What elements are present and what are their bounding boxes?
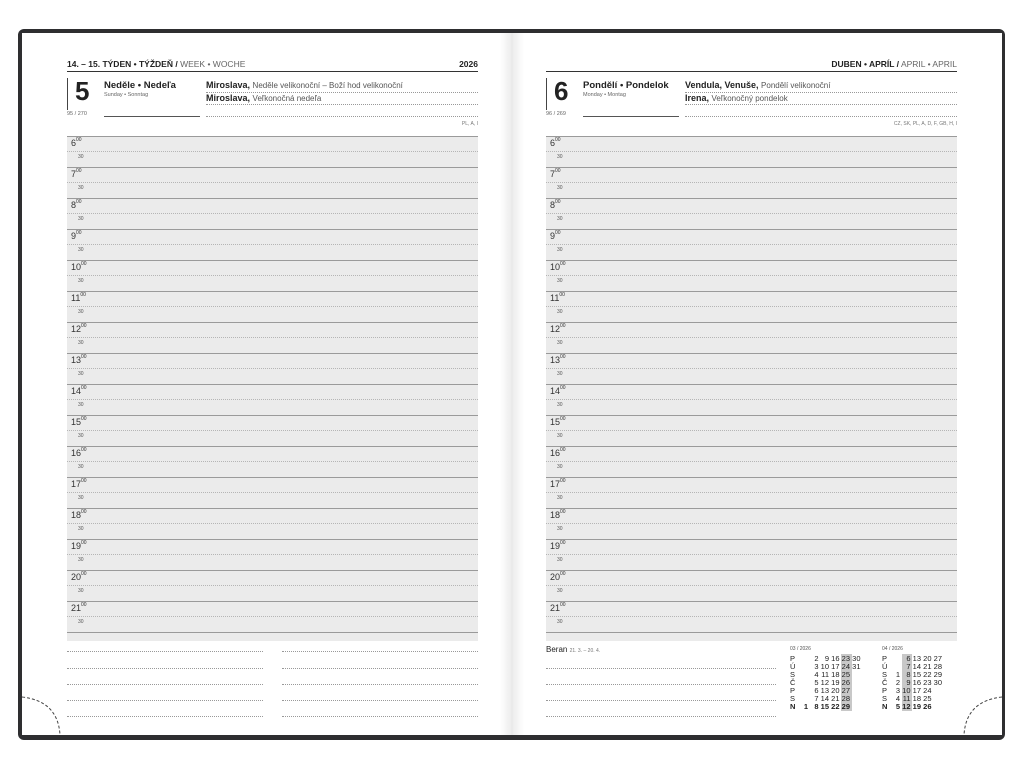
calendar-day: 4 — [895, 694, 900, 703]
hour-line — [546, 260, 957, 261]
calendar-day: 14 — [820, 694, 829, 703]
calendar-day: 4 — [814, 670, 819, 679]
half-hour-label: 30 — [78, 278, 84, 284]
hour-line — [546, 539, 957, 540]
hour-line — [546, 291, 957, 292]
hour-line — [546, 508, 957, 509]
hour-slot[interactable] — [546, 384, 957, 415]
mini-calendar-title: 03 / 2026 — [790, 646, 811, 652]
calendar-day: 23 — [841, 654, 850, 663]
corner-guard-icon — [962, 695, 1002, 735]
name-day-sk: Miroslava, Veľkonočná nedeľa — [206, 93, 322, 103]
half-hour-line — [67, 492, 478, 493]
half-hour-label: 30 — [78, 371, 84, 377]
hour-label: $12^{00}$ — [550, 323, 566, 334]
hour-line — [67, 539, 478, 540]
half-hour-line — [546, 151, 957, 152]
hour-slot[interactable] — [67, 415, 478, 446]
weekday-label: S — [882, 670, 888, 679]
weekday-label: S — [790, 694, 796, 703]
name-day-sk: Irena, Veľkonočný pondelok — [685, 93, 788, 103]
hour-slot[interactable] — [546, 260, 957, 291]
weekday-label: S — [790, 670, 796, 679]
hour-slot[interactable] — [67, 229, 478, 260]
half-hour-line — [67, 399, 478, 400]
half-hour-line — [67, 616, 478, 617]
half-hour-label: 30 — [78, 433, 84, 439]
calendar-day: 2 — [895, 678, 900, 687]
hour-label: $18^{00}$ — [71, 509, 87, 520]
calendar-day: 25 — [923, 694, 932, 703]
half-hour-label: 30 — [78, 588, 84, 594]
calendar-day: 7 — [814, 694, 819, 703]
calendar-day: 6 — [906, 654, 911, 663]
mini-calendar-row — [790, 703, 862, 711]
half-hour-line — [67, 461, 478, 462]
note-line[interactable] — [546, 668, 776, 669]
half-hour-line — [67, 337, 478, 338]
hour-line — [67, 570, 478, 571]
hour-line — [546, 353, 957, 354]
note-line[interactable] — [67, 668, 263, 669]
hour-slot[interactable] — [546, 167, 957, 198]
note-line[interactable] — [546, 700, 776, 701]
calendar-day: 30 — [933, 678, 942, 687]
calendar-day: 18 — [831, 670, 840, 679]
half-hour-line — [546, 585, 957, 586]
weekday-label: S — [882, 694, 888, 703]
hour-line — [67, 353, 478, 354]
day-of-year: 95 / 270 — [67, 111, 87, 117]
calendar-day: 22 — [923, 670, 932, 679]
day-underline — [104, 116, 200, 117]
names-dotline — [206, 116, 478, 117]
hour-line — [546, 384, 957, 385]
hour-line — [67, 260, 478, 261]
hour-slot[interactable] — [546, 136, 957, 167]
half-hour-label: 30 — [557, 340, 563, 346]
half-hour-line — [67, 182, 478, 183]
calendar-day: 17 — [831, 662, 840, 671]
hour-line — [67, 198, 478, 199]
hour-line — [67, 136, 478, 137]
hour-slot[interactable] — [546, 539, 957, 570]
hour-label: $13^{00}$ — [550, 354, 566, 365]
calendar-day: 9 — [824, 654, 829, 663]
hour-label: $10^{00}$ — [71, 261, 87, 272]
calendar-day: 26 — [841, 678, 850, 687]
weekday-label: P — [882, 654, 888, 663]
calendar-day: 20 — [923, 654, 932, 663]
calendar-day: 21 — [923, 662, 932, 671]
hour-line — [546, 415, 957, 416]
hour-label: $8^{00}$ — [550, 199, 561, 210]
calendar-day: 3 — [814, 662, 819, 671]
half-hour-label: 30 — [78, 619, 84, 625]
half-hour-line — [546, 182, 957, 183]
half-hour-label: 30 — [78, 557, 84, 563]
weekday-label: N — [882, 702, 888, 711]
hour-label: $9^{00}$ — [71, 230, 82, 241]
zodiac-sign: Beran 21. 3. – 20. 4. — [546, 645, 601, 654]
half-hour-line — [67, 523, 478, 524]
weekday-label: P — [882, 686, 888, 695]
calendar-day: 29 — [933, 670, 942, 679]
hour-slot[interactable] — [67, 601, 478, 632]
calendar-day: 31 — [852, 662, 861, 671]
note-line[interactable] — [282, 651, 478, 652]
weekday-label: P — [790, 686, 796, 695]
calendar-day: 5 — [814, 678, 819, 687]
half-hour-line — [546, 306, 957, 307]
hour-slot[interactable] — [67, 477, 478, 508]
names-dotline — [206, 104, 478, 105]
weekday-label: Č — [790, 678, 796, 687]
calendar-day: 19 — [912, 702, 921, 711]
calendar-day: 16 — [831, 654, 840, 663]
calendar-day: 21 — [831, 694, 840, 703]
hour-slot[interactable] — [67, 198, 478, 229]
day-name-sub: Monday • Montag — [583, 92, 626, 98]
week-label: 14. – 15. TÝDEN • TÝŽDEŇ / — [67, 59, 178, 69]
hour-line — [67, 415, 478, 416]
hour-label: $12^{00}$ — [71, 323, 87, 334]
calendar-day: 7 — [906, 662, 911, 671]
half-hour-label: 30 — [78, 495, 84, 501]
hour-label: $7^{00}$ — [71, 168, 82, 179]
hour-line — [67, 632, 478, 633]
weekday-label: P — [790, 654, 796, 663]
note-line[interactable] — [546, 716, 776, 717]
month-label-en: APRIL • APRIL — [900, 59, 957, 69]
hour-label: $6^{00}$ — [550, 137, 561, 148]
half-hour-label: 30 — [557, 464, 563, 470]
calendar-day: 15 — [820, 702, 829, 711]
calendar-day: 28 — [841, 694, 850, 703]
calendar-day: 18 — [912, 694, 921, 703]
book-gutter — [500, 33, 524, 735]
half-hour-label: 30 — [78, 526, 84, 532]
calendar-day: 5 — [895, 702, 900, 711]
hour-line — [67, 229, 478, 230]
hour-slot[interactable] — [546, 446, 957, 477]
half-hour-line — [546, 213, 957, 214]
half-hour-line — [67, 151, 478, 152]
calendar-day: 10 — [820, 662, 829, 671]
hour-line — [546, 198, 957, 199]
calendar-day: 12 — [820, 678, 829, 687]
calendar-day: 30 — [852, 654, 861, 663]
half-hour-label: 30 — [557, 557, 563, 563]
hour-label: $18^{00}$ — [550, 509, 566, 520]
name-day-cz: Miroslava, Neděle velikonoční – Boží hod velikonoční — [206, 80, 403, 90]
hour-slot[interactable] — [67, 446, 478, 477]
hour-slot[interactable] — [546, 291, 957, 322]
calendar-day: 3 — [895, 686, 900, 695]
calendar-day: 26 — [923, 702, 932, 711]
half-hour-label: 30 — [557, 309, 563, 315]
holiday-countries: PL, A, I — [461, 121, 478, 127]
note-line[interactable] — [282, 716, 478, 717]
weekday-label: Ú — [882, 662, 888, 671]
hour-label: $21^{00}$ — [71, 602, 87, 613]
hour-label: $17^{00}$ — [550, 478, 566, 489]
calendar-day: 28 — [933, 662, 942, 671]
half-hour-line — [67, 306, 478, 307]
hour-label: $9^{00}$ — [550, 230, 561, 241]
calendar-day: 29 — [841, 702, 850, 711]
hour-line — [546, 229, 957, 230]
half-hour-label: 30 — [78, 340, 84, 346]
hour-label: $6^{00}$ — [71, 137, 82, 148]
hour-label: $19^{00}$ — [550, 540, 566, 551]
hour-slot[interactable] — [67, 291, 478, 322]
hour-label: $15^{00}$ — [71, 416, 87, 427]
note-line[interactable] — [67, 684, 263, 685]
calendar-day: 14 — [912, 662, 921, 671]
calendar-day: 23 — [923, 678, 932, 687]
hour-label: $10^{00}$ — [550, 261, 566, 272]
calendar-day: 16 — [912, 678, 921, 687]
half-hour-line — [67, 275, 478, 276]
hour-line — [546, 601, 957, 602]
hour-line — [546, 570, 957, 571]
calendar-day: 12 — [902, 702, 911, 711]
note-line[interactable] — [282, 684, 478, 685]
calendar-day: 8 — [906, 670, 911, 679]
hour-label: $20^{00}$ — [71, 571, 87, 582]
day-underline — [583, 116, 679, 117]
hour-line — [546, 446, 957, 447]
half-hour-line — [67, 430, 478, 431]
hour-slot[interactable] — [546, 229, 957, 260]
half-hour-line — [546, 616, 957, 617]
hour-label: $16^{00}$ — [71, 447, 87, 458]
calendar-day: 11 — [821, 670, 829, 679]
half-hour-line — [67, 368, 478, 369]
hour-line — [67, 446, 478, 447]
calendar-day: 22 — [831, 702, 840, 711]
left-page — [22, 33, 512, 735]
corner-guard-icon — [22, 695, 62, 735]
hour-label: $14^{00}$ — [71, 385, 87, 396]
hour-slot[interactable] — [546, 508, 957, 539]
hour-line — [67, 601, 478, 602]
note-line[interactable] — [282, 668, 478, 669]
names-dotline — [685, 116, 957, 117]
weekday-label: N — [790, 702, 796, 711]
half-hour-label: 30 — [557, 247, 563, 253]
note-line[interactable] — [67, 716, 263, 717]
schedule-right[interactable] — [546, 136, 957, 641]
hour-line — [67, 508, 478, 509]
hour-line — [67, 322, 478, 323]
hour-label: $8^{00}$ — [71, 199, 82, 210]
half-hour-line — [546, 244, 957, 245]
hour-label: $11^{00}$ — [550, 292, 565, 303]
half-hour-label: 30 — [78, 247, 84, 253]
week-label-en: WEEK • WOCHE — [180, 59, 246, 69]
half-hour-label: 30 — [78, 402, 84, 408]
schedule-left[interactable] — [67, 136, 478, 641]
half-hour-label: 30 — [557, 526, 563, 532]
right-page — [512, 33, 1002, 735]
half-hour-line — [546, 523, 957, 524]
half-hour-line — [67, 244, 478, 245]
half-hour-label: 30 — [557, 185, 563, 191]
half-hour-line — [546, 430, 957, 431]
calendar-day: 2 — [814, 654, 819, 663]
calendar-day: 11 — [902, 694, 911, 703]
calendar-day: 9 — [906, 678, 911, 687]
hour-slot[interactable] — [67, 508, 478, 539]
hour-slot[interactable] — [67, 570, 478, 601]
day-number: 6 — [554, 76, 569, 106]
calendar-day: 10 — [902, 686, 911, 695]
hour-line — [546, 477, 957, 478]
half-hour-label: 30 — [557, 433, 563, 439]
calendar-day: 1 — [803, 702, 808, 711]
half-hour-label: 30 — [557, 402, 563, 408]
mini-calendar-row — [882, 703, 944, 711]
half-hour-label: 30 — [78, 309, 84, 315]
half-hour-label: 30 — [557, 495, 563, 501]
half-hour-label: 30 — [78, 185, 84, 191]
day-of-year: 96 / 269 — [546, 111, 566, 117]
half-hour-label: 30 — [557, 278, 563, 284]
note-line[interactable] — [67, 700, 263, 701]
half-hour-label: 30 — [557, 619, 563, 625]
calendar-day: 13 — [912, 654, 921, 663]
hour-line — [546, 632, 957, 633]
half-hour-label: 30 — [78, 216, 84, 222]
half-hour-line — [546, 399, 957, 400]
day-name: Neděle • Nedeľa — [104, 80, 176, 91]
weekday-label: Č — [882, 678, 888, 687]
half-hour-line — [546, 275, 957, 276]
weekday-label: Ú — [790, 662, 796, 671]
hour-line — [546, 136, 957, 137]
calendar-day: 20 — [831, 686, 840, 695]
day-name: Pondělí • Pondelok — [583, 80, 669, 91]
note-line[interactable] — [282, 700, 478, 701]
calendar-day: 17 — [912, 686, 921, 695]
half-hour-line — [546, 337, 957, 338]
calendar-day: 27 — [841, 686, 850, 695]
half-hour-line — [67, 213, 478, 214]
half-hour-line — [546, 554, 957, 555]
hour-line — [546, 322, 957, 323]
hour-line — [67, 384, 478, 385]
half-hour-line — [67, 585, 478, 586]
calendar-day: 15 — [912, 670, 921, 679]
calendar-day: 8 — [814, 702, 819, 711]
half-hour-line — [67, 554, 478, 555]
hour-label: $14^{00}$ — [550, 385, 566, 396]
half-hour-label: 30 — [78, 464, 84, 470]
hour-slot[interactable] — [546, 601, 957, 632]
hour-slot[interactable] — [546, 570, 957, 601]
half-hour-line — [546, 368, 957, 369]
hour-label: $17^{00}$ — [71, 478, 87, 489]
hour-line — [67, 291, 478, 292]
names-dotline — [685, 104, 957, 105]
hour-slot[interactable] — [546, 415, 957, 446]
half-hour-label: 30 — [557, 216, 563, 222]
half-hour-label: 30 — [557, 154, 563, 160]
hour-label: $21^{00}$ — [550, 602, 566, 613]
hour-label: $15^{00}$ — [550, 416, 566, 427]
hour-slot[interactable] — [67, 260, 478, 291]
calendar-day: 25 — [841, 670, 850, 679]
calendar-day: 27 — [933, 654, 942, 663]
hour-slot[interactable] — [67, 539, 478, 570]
hour-label: $16^{00}$ — [550, 447, 566, 458]
holiday-countries: CZ, SK, PL, A, D, F, GB, H, I — [893, 121, 957, 127]
hour-slot[interactable] — [67, 353, 478, 384]
hour-line — [67, 477, 478, 478]
month-label: DUBEN • APRÍL / — [831, 59, 900, 69]
hour-label: $11^{00}$ — [71, 292, 86, 303]
half-hour-line — [546, 492, 957, 493]
header-rule — [67, 71, 478, 72]
hour-slot[interactable] — [546, 353, 957, 384]
note-line[interactable] — [67, 651, 263, 652]
hour-slot[interactable] — [546, 322, 957, 353]
day-name-sub: Sunday • Sonntag — [104, 92, 149, 98]
hour-line — [546, 167, 957, 168]
hour-label: $13^{00}$ — [71, 354, 87, 365]
hour-slot[interactable] — [67, 384, 478, 415]
day-number: 5 — [75, 76, 90, 106]
hour-label: $7^{00}$ — [550, 168, 561, 179]
calendar-day: 6 — [814, 686, 819, 695]
half-hour-label: 30 — [557, 588, 563, 594]
hour-slot[interactable] — [67, 136, 478, 167]
calendar-day: 19 — [831, 678, 840, 687]
hour-label: $20^{00}$ — [550, 571, 566, 582]
half-hour-line — [546, 461, 957, 462]
hour-label: $19^{00}$ — [71, 540, 87, 551]
hour-slot[interactable] — [67, 322, 478, 353]
year-label: 2026 — [459, 59, 478, 69]
hour-slot[interactable] — [67, 167, 478, 198]
mini-calendar-title: 04 / 2026 — [882, 646, 903, 652]
header-rule — [546, 71, 957, 72]
calendar-day: 13 — [820, 686, 829, 695]
calendar-day: 1 — [895, 670, 900, 679]
hour-line — [67, 167, 478, 168]
half-hour-label: 30 — [557, 371, 563, 377]
hour-slot[interactable] — [546, 477, 957, 508]
calendar-day: 24 — [841, 662, 850, 671]
name-day-cz: Vendula, Venuše, Pondělí velikonoční — [685, 80, 831, 90]
half-hour-label: 30 — [78, 154, 84, 160]
note-line[interactable] — [546, 684, 776, 685]
hour-slot[interactable] — [546, 198, 957, 229]
calendar-day: 24 — [923, 686, 932, 695]
